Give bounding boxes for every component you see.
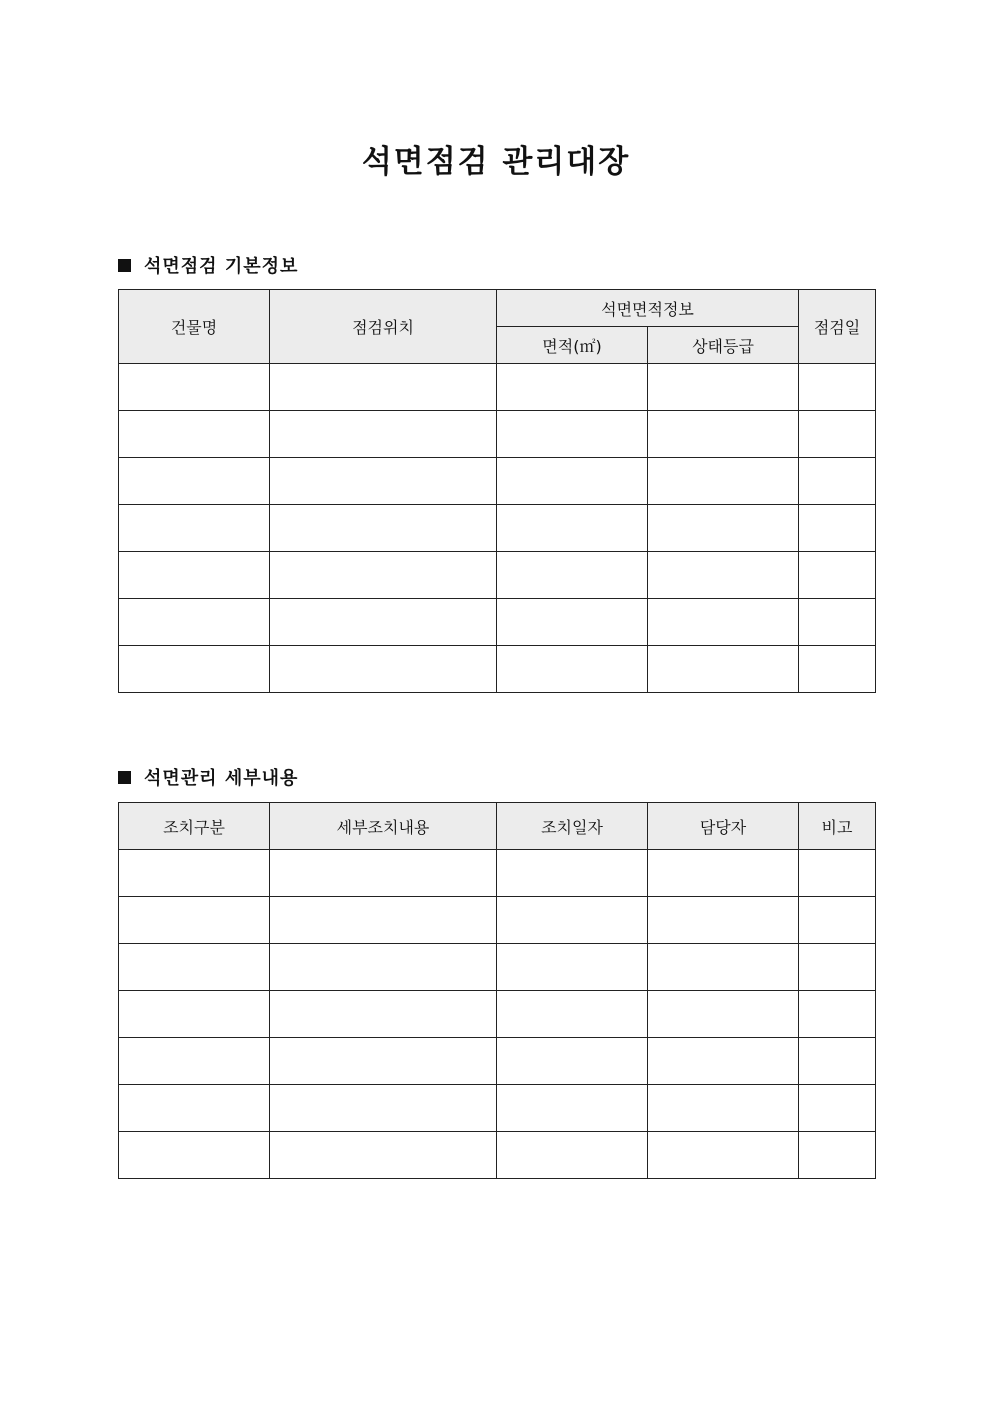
basic-info-cell[interactable] xyxy=(119,599,270,646)
basic-info-cell[interactable] xyxy=(648,458,799,505)
basic-info-cell[interactable] xyxy=(270,505,497,552)
management-detail-cell[interactable] xyxy=(119,991,270,1038)
basic-info-row xyxy=(119,505,876,552)
management-detail-table xyxy=(118,802,876,1179)
header-asbestos-area-info: 석면면적정보 xyxy=(497,290,799,327)
management-detail-cell[interactable] xyxy=(799,850,876,897)
basic-info-row xyxy=(119,646,876,693)
header-action-date: 조치일자 xyxy=(497,803,648,850)
management-detail-row xyxy=(119,1132,876,1179)
basic-info-table xyxy=(118,289,876,693)
basic-info-cell[interactable] xyxy=(270,599,497,646)
management-detail-row xyxy=(119,1038,876,1085)
basic-info-cell[interactable] xyxy=(497,552,648,599)
square-bullet-icon xyxy=(118,259,131,272)
management-detail-cell[interactable] xyxy=(648,850,799,897)
management-detail-cell[interactable] xyxy=(119,850,270,897)
basic-info-cell[interactable] xyxy=(799,646,876,693)
header-building-name: 건물명 xyxy=(119,290,270,364)
management-detail-cell[interactable] xyxy=(648,944,799,991)
management-detail-cell[interactable] xyxy=(497,1085,648,1132)
management-detail-row xyxy=(119,944,876,991)
management-detail-row xyxy=(119,991,876,1038)
management-detail-cell[interactable] xyxy=(497,850,648,897)
basic-info-row xyxy=(119,364,876,411)
basic-info-cell[interactable] xyxy=(497,364,648,411)
management-detail-cell[interactable] xyxy=(648,897,799,944)
management-detail-cell[interactable] xyxy=(270,991,497,1038)
management-detail-cell[interactable] xyxy=(648,1085,799,1132)
management-detail-cell[interactable] xyxy=(799,1085,876,1132)
basic-info-cell[interactable] xyxy=(119,552,270,599)
management-detail-cell[interactable] xyxy=(648,1132,799,1179)
management-detail-row xyxy=(119,897,876,944)
basic-info-cell[interactable] xyxy=(119,505,270,552)
management-detail-cell[interactable] xyxy=(497,1038,648,1085)
management-detail-cell[interactable] xyxy=(119,1085,270,1132)
basic-info-row xyxy=(119,458,876,505)
management-detail-cell[interactable] xyxy=(119,944,270,991)
management-detail-cell[interactable] xyxy=(270,1132,497,1179)
management-detail-cell[interactable] xyxy=(270,897,497,944)
section-heading-basic-info-label: 석면점검 기본정보 xyxy=(144,256,299,277)
section-heading-management-detail-label: 석면관리 세부내용 xyxy=(144,768,299,789)
header-area: 면적(㎡) xyxy=(497,327,648,364)
management-detail-cell[interactable] xyxy=(497,1132,648,1179)
header-condition-grade: 상태등급 xyxy=(648,327,799,364)
basic-info-cell[interactable] xyxy=(270,458,497,505)
header-remarks: 비고 xyxy=(799,803,876,850)
basic-info-cell[interactable] xyxy=(270,364,497,411)
header-person-in-charge: 담당자 xyxy=(648,803,799,850)
header-inspection-location: 점검위치 xyxy=(270,290,497,364)
basic-info-cell[interactable] xyxy=(799,599,876,646)
header-action-details: 세부조치내용 xyxy=(270,803,497,850)
management-detail-row xyxy=(119,850,876,897)
basic-info-cell[interactable] xyxy=(119,411,270,458)
management-detail-cell[interactable] xyxy=(799,1132,876,1179)
section-heading-management-detail xyxy=(118,764,298,790)
management-detail-cell[interactable] xyxy=(270,1038,497,1085)
basic-info-row xyxy=(119,411,876,458)
management-detail-cell[interactable] xyxy=(799,944,876,991)
basic-info-cell[interactable] xyxy=(648,552,799,599)
basic-info-cell[interactable] xyxy=(270,552,497,599)
basic-info-cell[interactable] xyxy=(497,458,648,505)
basic-info-cell[interactable] xyxy=(270,411,497,458)
document-title: 석면점검 관리대장 xyxy=(361,144,631,180)
basic-info-cell[interactable] xyxy=(497,599,648,646)
management-detail-cell[interactable] xyxy=(799,897,876,944)
management-detail-cell[interactable] xyxy=(119,897,270,944)
management-detail-cell[interactable] xyxy=(648,991,799,1038)
management-detail-cell[interactable] xyxy=(497,897,648,944)
basic-info-cell[interactable] xyxy=(270,646,497,693)
basic-info-cell[interactable] xyxy=(497,411,648,458)
management-detail-cell[interactable] xyxy=(497,944,648,991)
basic-info-cell[interactable] xyxy=(799,364,876,411)
basic-info-cell[interactable] xyxy=(648,364,799,411)
basic-info-cell[interactable] xyxy=(648,411,799,458)
basic-info-cell[interactable] xyxy=(119,364,270,411)
management-detail-cell[interactable] xyxy=(270,1085,497,1132)
basic-info-cell[interactable] xyxy=(648,646,799,693)
basic-info-cell[interactable] xyxy=(648,505,799,552)
management-detail-cell[interactable] xyxy=(497,991,648,1038)
basic-info-row xyxy=(119,599,876,646)
header-inspection-date: 점검일 xyxy=(799,290,876,364)
basic-info-cell[interactable] xyxy=(799,552,876,599)
management-detail-cell[interactable] xyxy=(270,944,497,991)
management-detail-cell[interactable] xyxy=(648,1038,799,1085)
basic-info-cell[interactable] xyxy=(799,505,876,552)
section-heading-basic-info xyxy=(118,252,298,278)
basic-info-cell[interactable] xyxy=(799,458,876,505)
basic-info-cell[interactable] xyxy=(119,646,270,693)
management-detail-cell[interactable] xyxy=(799,991,876,1038)
basic-info-cell[interactable] xyxy=(497,646,648,693)
square-bullet-icon xyxy=(118,771,131,784)
basic-info-cell[interactable] xyxy=(648,599,799,646)
management-detail-cell[interactable] xyxy=(119,1038,270,1085)
basic-info-row xyxy=(119,552,876,599)
management-detail-cell[interactable] xyxy=(119,1132,270,1179)
basic-info-cell[interactable] xyxy=(497,505,648,552)
management-detail-row xyxy=(119,1085,876,1132)
management-detail-cell[interactable] xyxy=(270,850,497,897)
basic-info-cell[interactable] xyxy=(799,411,876,458)
management-detail-cell[interactable] xyxy=(799,1038,876,1085)
header-action-type: 조치구분 xyxy=(119,803,270,850)
basic-info-cell[interactable] xyxy=(119,458,270,505)
